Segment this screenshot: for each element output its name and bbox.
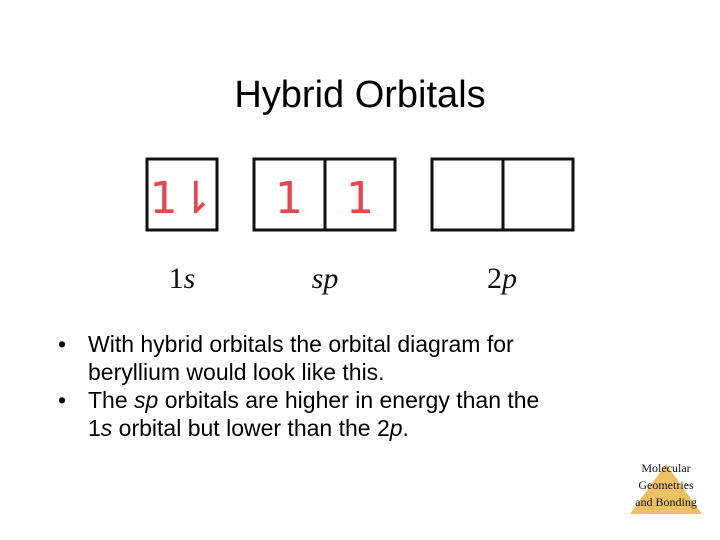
- bullet-1-line-2: beryllium would look like this.: [88, 359, 385, 385]
- label-sp: sp: [311, 262, 339, 295]
- footer-label: Molecular Geometries and Bonding: [635, 461, 697, 509]
- label-1s: 1s: [168, 262, 196, 295]
- bullet-text: The sp orbitals are higher in energy than the 1s orbital but lower than the 2p.: [88, 387, 540, 441]
- electron-sp-1: 1: [275, 173, 303, 224]
- page-title: Hybrid Orbitals: [234, 74, 486, 116]
- bullet-item: [58, 386, 678, 442]
- orbital-box-2p-2: [503, 159, 573, 230]
- electron-pair-1s: 1⇂: [149, 173, 215, 224]
- electron-sp-2: 1: [346, 173, 374, 224]
- bullet-item: [58, 330, 678, 386]
- footer-logo: [620, 460, 712, 516]
- bullet-1-line-1: With hybrid orbitals the orbital diagram for: [88, 331, 514, 357]
- label-2p: 2p: [487, 262, 517, 295]
- orbital-box-2p-1: [432, 159, 503, 230]
- bullet-text: [88, 330, 678, 386]
- bullet-dot: •: [58, 387, 67, 413]
- bullet-list: [58, 330, 678, 442]
- bullet-dot: •: [58, 331, 67, 357]
